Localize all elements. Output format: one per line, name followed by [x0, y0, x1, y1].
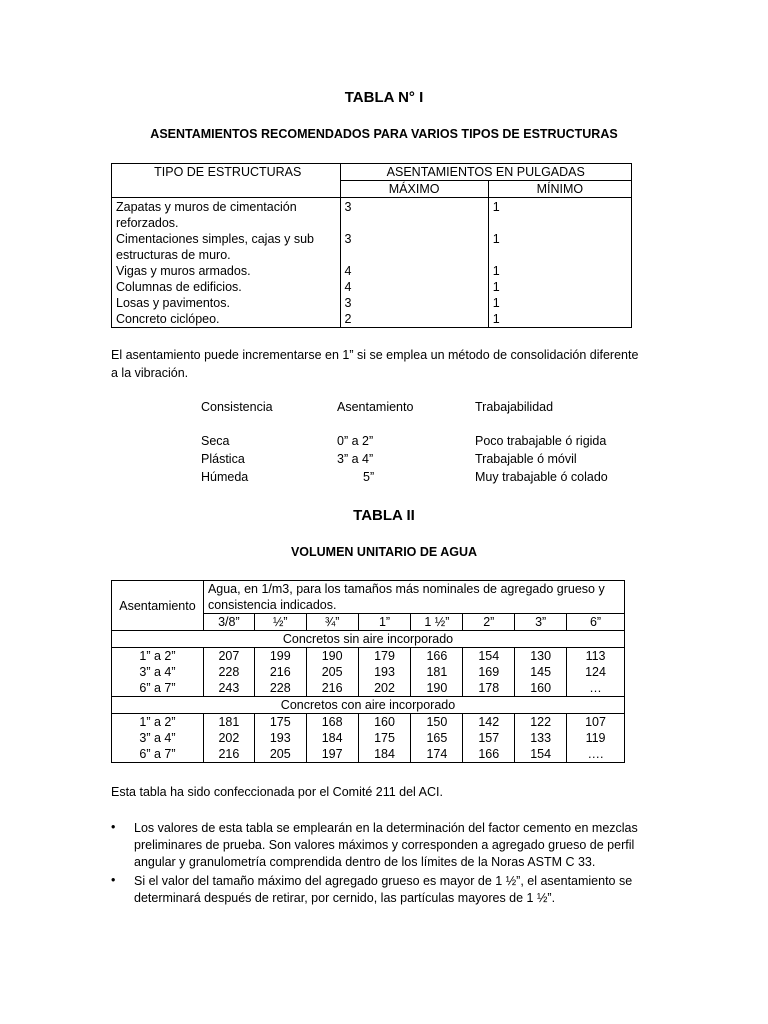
cell-tipo: Losas y pavimentos. — [112, 295, 341, 311]
bullet-line: determinará después de retirar, por cernido, las partículas mayores de 1 ½”. — [134, 891, 556, 905]
table-row — [112, 714, 625, 731]
cell-value: 216 — [254, 664, 306, 680]
cell-value: 205 — [254, 746, 306, 763]
size-header: 6” — [567, 614, 625, 631]
size-header: 2” — [463, 614, 515, 631]
workability-header: Trabajabilidad — [475, 400, 554, 414]
cell-value: 160 — [358, 714, 411, 731]
cell-value: 165 — [411, 730, 463, 746]
cell-value: 243 — [203, 680, 254, 697]
cell-value: 154 — [515, 746, 567, 763]
workability-value: Muy trabajable ó colado — [475, 470, 608, 484]
cell-value: 181 — [203, 714, 254, 731]
table-row — [112, 730, 625, 746]
bullet-line: Los valores de esta tabla se emplearán en la determinación del factor cemento en mezclas — [134, 821, 638, 835]
cell-value: 228 — [254, 680, 306, 697]
workability-value: Poco trabajable ó rigida — [475, 434, 607, 448]
cell-min: 1 — [488, 295, 631, 311]
cell-tipo: Vigas y muros armados. — [112, 263, 341, 279]
bullet-line: preliminares de prueba. Son valores máximos y corresponden a agregado grueso de perfil — [134, 838, 635, 852]
consistency-header: Consistencia — [201, 400, 273, 414]
slump-header: Asentamiento — [337, 400, 414, 414]
cell-value: 174 — [411, 746, 463, 763]
bullet-icon: • — [111, 873, 116, 887]
bullet-line: Si el valor del tamaño máximo del agregado grueso es mayor de 1 ½”, el asentamiento se — [134, 874, 633, 888]
table-row — [112, 746, 625, 763]
cell-value: 202 — [358, 680, 411, 697]
cell-max: 2 — [340, 311, 488, 328]
cell-value: 207 — [203, 648, 254, 665]
cell-value: 175 — [254, 714, 306, 731]
size-header: ½” — [254, 614, 306, 631]
table-row — [112, 648, 625, 665]
header-description-line: Agua, en 1/m3, para los tamaños más nominales de agregado grueso y — [207, 582, 605, 596]
cell-value: 160 — [515, 680, 567, 697]
cell-value: 184 — [306, 730, 358, 746]
table-row — [112, 311, 632, 328]
cell-tipo: Cimentaciones simples, cajas y sub — [116, 232, 314, 246]
cell-value: 133 — [515, 730, 567, 746]
row-asentamiento: 3” a 4” — [112, 664, 204, 680]
consistency-value: Seca — [201, 434, 230, 448]
table-row — [112, 198, 632, 232]
cell-tipo: Columnas de edificios. — [112, 279, 341, 295]
aci-note: Esta tabla ha sido confeccionada por el Comité 211 del ACI. — [111, 785, 443, 799]
cell-min: 1 — [488, 311, 631, 328]
cell-value: 193 — [254, 730, 306, 746]
list-item — [0, 434, 768, 452]
table2-subtitle: VOLUMEN UNITARIO DE AGUA — [290, 545, 478, 559]
header-maximo: MÁXIMO — [340, 181, 488, 198]
cell-tipo-cont: reforzados. — [116, 216, 179, 230]
size-header: 1” — [358, 614, 411, 631]
cell-value: 157 — [463, 730, 515, 746]
row-asentamiento: 6” a 7” — [112, 680, 204, 697]
header-asentamientos: ASENTAMIENTOS EN PULGADAS — [340, 164, 631, 181]
cell-value: 216 — [306, 680, 358, 697]
cell-value: 166 — [411, 648, 463, 665]
cell-value: 178 — [463, 680, 515, 697]
size-header: 3/8” — [203, 614, 254, 631]
cell-value: 154 — [463, 648, 515, 665]
cell-value: 150 — [411, 714, 463, 731]
cell-value: 184 — [358, 746, 411, 763]
slump-note — [111, 346, 659, 382]
bullet-icon: • — [111, 820, 116, 834]
size-header: 1 ½” — [411, 614, 463, 631]
header-asentamiento: Asentamiento — [112, 581, 204, 631]
cell-value: …. — [567, 746, 625, 763]
cell-value: 181 — [411, 664, 463, 680]
cell-value: 113 — [567, 648, 625, 665]
list-item — [0, 470, 768, 488]
cell-max: 4 — [340, 279, 488, 295]
cell-value: 228 — [203, 664, 254, 680]
table1-subtitle: ASENTAMIENTOS RECOMENDADOS PARA VARIOS TIPOS DE ESTRUCTURAS — [150, 127, 618, 141]
cell-value: 122 — [515, 714, 567, 731]
cell-value: 175 — [358, 730, 411, 746]
cell-value: 130 — [515, 648, 567, 665]
consistency-header-row — [0, 400, 768, 418]
row-asentamiento: 3” a 4” — [112, 730, 204, 746]
cell-max: 4 — [340, 263, 488, 279]
water-unit-volume-table — [111, 580, 625, 763]
cell-value: 169 — [463, 664, 515, 680]
cell-value: 166 — [463, 746, 515, 763]
table-row — [112, 263, 632, 279]
table-row — [112, 295, 632, 311]
header-description — [203, 581, 624, 614]
cell-max: 3 — [340, 231, 488, 263]
section-label: Concretos sin aire incorporado — [112, 631, 625, 648]
slump-note-line: El asentamiento puede incrementarse en 1” si se emplea un método de consolidación diferente — [111, 348, 639, 362]
cell-value: 205 — [306, 664, 358, 680]
section-label: Concretos con aire incorporado — [112, 697, 625, 714]
header-description-line: consistencia indicados. — [207, 598, 337, 612]
cell-value: 145 — [515, 664, 567, 680]
row-asentamiento: 1” a 2” — [112, 714, 204, 731]
cell-value: 190 — [306, 648, 358, 665]
cell-value: 216 — [203, 746, 254, 763]
table-row — [112, 664, 625, 680]
bullet-line: angular y granulometría comprendida dentro de los límites de la Noras ASTM C 33. — [134, 855, 596, 869]
cell-value: … — [567, 680, 625, 697]
cell-value: 199 — [254, 648, 306, 665]
consistency-value: Plástica — [201, 452, 245, 466]
row-asentamiento: 6” a 7” — [112, 746, 204, 763]
header-minimo: MÍNIMO — [488, 181, 631, 198]
cell-max: 3 — [340, 295, 488, 311]
cell-value: 119 — [567, 730, 625, 746]
cell-value: 179 — [358, 648, 411, 665]
cell-min: 1 — [488, 231, 631, 263]
workability-value: Trabajable ó móvil — [475, 452, 577, 466]
cell-value: 202 — [203, 730, 254, 746]
bullet-item — [134, 873, 659, 907]
cell-max: 3 — [340, 198, 488, 232]
table1-title: TABLA N° I — [344, 89, 424, 106]
slump-value: 3” a 4” — [337, 452, 374, 466]
cell-tipo: Zapatas y muros de cimentación — [116, 200, 297, 214]
table-row — [112, 680, 625, 697]
cell-value: 193 — [358, 664, 411, 680]
list-item — [0, 452, 768, 470]
table-row — [112, 231, 632, 263]
slump-note-line: a la vibración. — [111, 366, 189, 380]
slump-value: 5” — [363, 470, 375, 484]
cell-min: 1 — [488, 263, 631, 279]
cell-value: 197 — [306, 746, 358, 763]
cell-min: 1 — [488, 279, 631, 295]
cell-value: 168 — [306, 714, 358, 731]
row-asentamiento: 1” a 2” — [112, 648, 204, 665]
cell-value: 142 — [463, 714, 515, 731]
consistency-value: Húmeda — [201, 470, 249, 484]
bullet-item — [134, 820, 659, 871]
recommended-slump-table — [111, 163, 632, 328]
table2-title: TABLA II — [353, 507, 415, 524]
table-row — [112, 279, 632, 295]
header-tipo: TIPO DE ESTRUCTURAS — [112, 164, 341, 198]
size-header: ¾” — [306, 614, 358, 631]
cell-tipo: Concreto ciclópeo. — [112, 311, 341, 328]
size-header: 3” — [515, 614, 567, 631]
cell-tipo-cont: estructuras de muro. — [116, 248, 231, 262]
cell-value: 107 — [567, 714, 625, 731]
slump-value: 0” a 2” — [337, 434, 374, 448]
cell-min: 1 — [488, 198, 631, 232]
cell-value: 124 — [567, 664, 625, 680]
cell-value: 190 — [411, 680, 463, 697]
